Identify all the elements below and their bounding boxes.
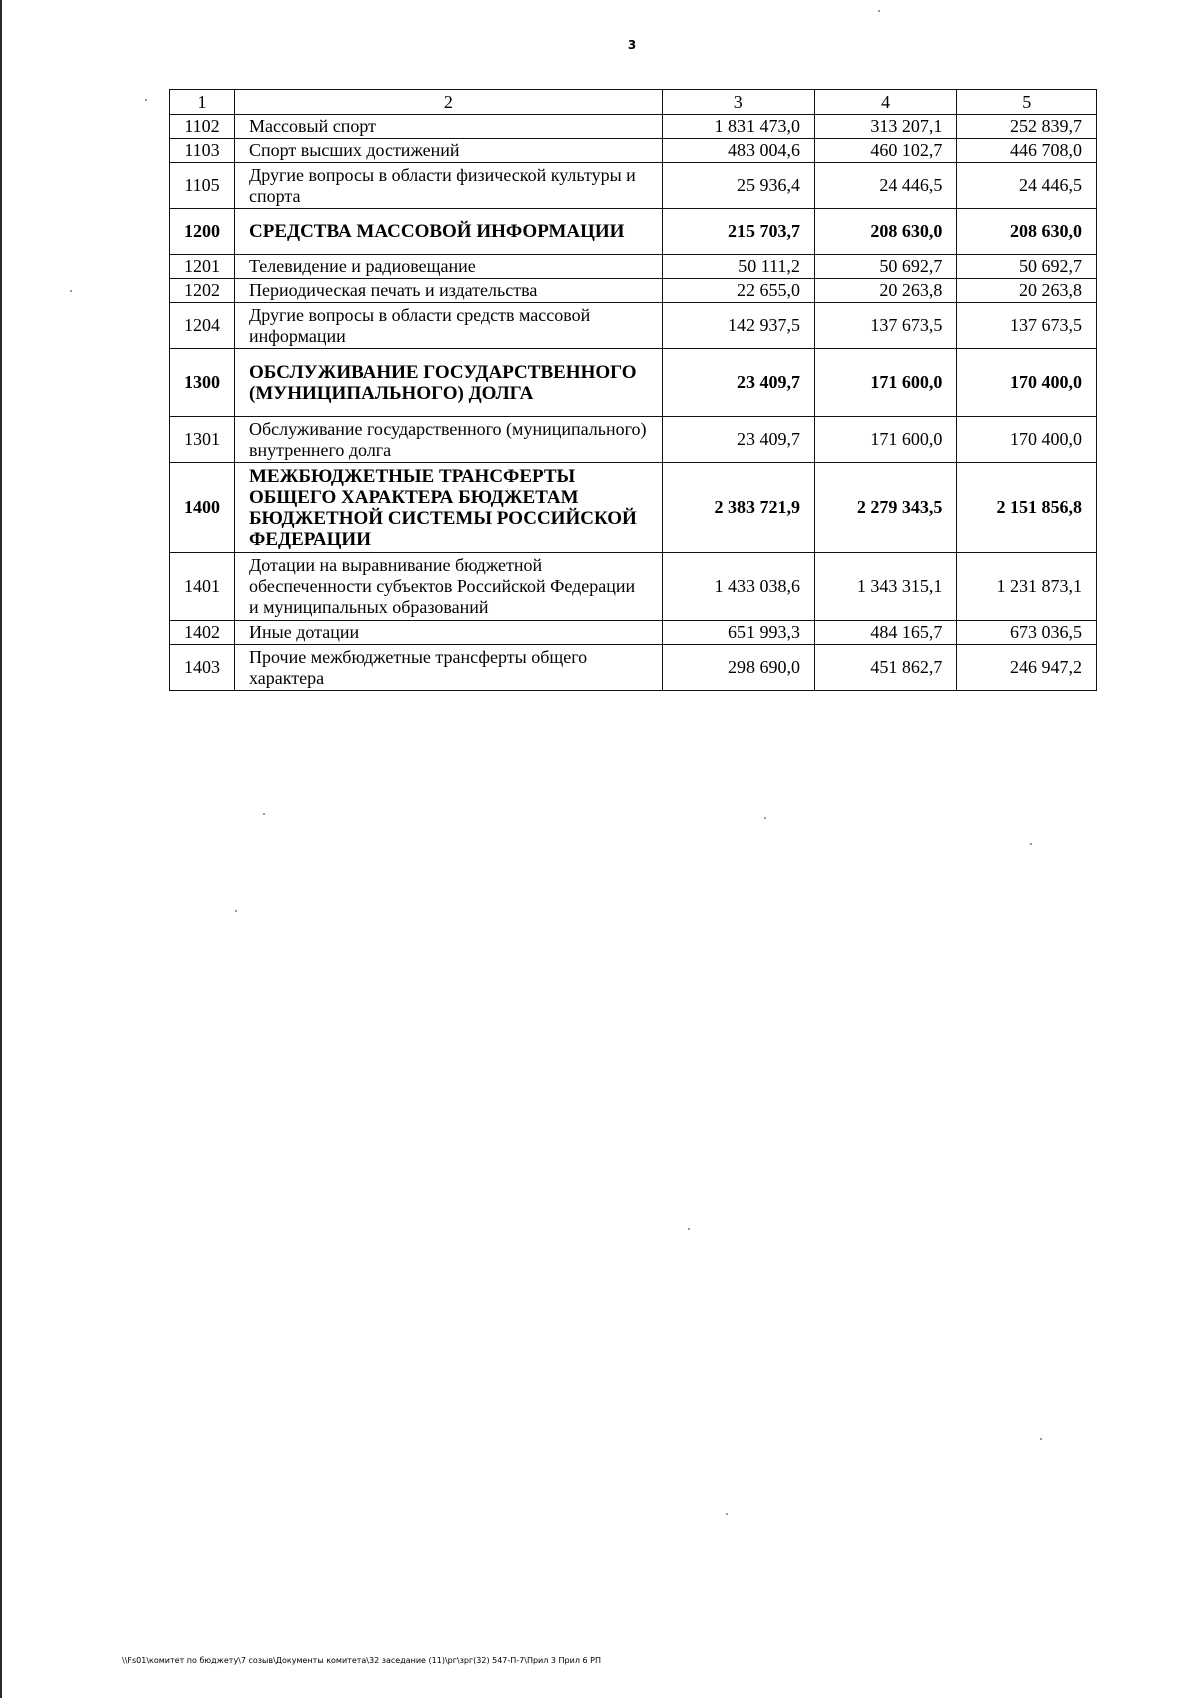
row-value-col5-cell: 24 446,5 [957,163,1097,209]
page-number: 3 [627,38,637,52]
row-value-col5-cell: 50 692,7 [957,255,1097,279]
row-value-col3-cell: 25 936,4 [662,163,814,209]
row-value-col4-cell: 313 207,1 [814,115,956,139]
row-code-cell: 1200 [170,209,235,255]
scan-speck [764,817,766,819]
row-name-cell: Другие вопросы в области средств массовой информации [235,303,663,349]
column-header: 5 [957,90,1097,115]
row-code-cell: 1202 [170,279,235,303]
table-row [170,553,1097,621]
row-name-cell: Телевидение и радиовещание [235,255,663,279]
row-value-col3-cell: 23 409,7 [662,417,814,463]
table-row [170,209,1097,255]
row-value-col4-cell: 2 279 343,5 [814,463,956,553]
column-header: 2 [235,90,663,115]
row-value-col4-cell: 20 263,8 [814,279,956,303]
table-row [170,621,1097,645]
table-row [170,645,1097,691]
row-code-cell: 1301 [170,417,235,463]
scan-speck [263,813,265,815]
row-value-col4-cell: 1 343 315,1 [814,553,956,621]
row-value-col3-cell: 651 993,3 [662,621,814,645]
row-value-col4-cell: 171 600,0 [814,349,956,417]
table-row [170,463,1097,553]
row-name-cell: Иные дотации [235,621,663,645]
table-row [170,255,1097,279]
table-row [170,139,1097,163]
table-row [170,349,1097,417]
row-code-cell: 1105 [170,163,235,209]
column-header: 1 [170,90,235,115]
scan-speck [1040,1438,1042,1440]
row-name-cell: Прочие межбюджетные трансферты общего характера [235,645,663,691]
row-value-col3-cell: 50 111,2 [662,255,814,279]
table-body [170,115,1097,691]
table-row [170,279,1097,303]
row-code-cell: 1400 [170,463,235,553]
row-name-cell: МЕЖБЮДЖЕТНЫЕ ТРАНСФЕРТЫ ОБЩЕГО ХАРАКТЕРА БЮДЖЕТАМ БЮДЖЕТНОЙ СИСТЕМЫ РОССИЙСКОЙ ФЕДЕРАЦИИ [235,463,663,553]
row-value-col5-cell: 208 630,0 [957,209,1097,255]
row-value-col3-cell: 1 831 473,0 [662,115,814,139]
row-code-cell: 1403 [170,645,235,691]
row-code-cell: 1401 [170,553,235,621]
row-name-cell: Массовый спорт [235,115,663,139]
row-value-col4-cell: 451 862,7 [814,645,956,691]
row-name-cell: Обслуживание государственного (муниципального) внутреннего долга [235,417,663,463]
row-value-col3-cell: 142 937,5 [662,303,814,349]
row-value-col3-cell: 23 409,7 [662,349,814,417]
row-value-col5-cell: 1 231 873,1 [957,553,1097,621]
row-value-col5-cell: 673 036,5 [957,621,1097,645]
row-code-cell: 1300 [170,349,235,417]
row-value-col4-cell: 24 446,5 [814,163,956,209]
row-value-col5-cell: 20 263,8 [957,279,1097,303]
row-value-col4-cell: 208 630,0 [814,209,956,255]
row-code-cell: 1103 [170,139,235,163]
row-name-cell: Дотации на выравнивание бюджетной обеспеченности субъектов Российской Федерации и муниципальных образований [235,553,663,621]
row-code-cell: 1204 [170,303,235,349]
row-value-col3-cell: 2 383 721,9 [662,463,814,553]
scan-speck [688,1228,690,1230]
row-value-col5-cell: 446 708,0 [957,139,1097,163]
table-row [170,417,1097,463]
scan-speck [878,10,880,12]
row-value-col5-cell: 246 947,2 [957,645,1097,691]
row-value-col5-cell: 2 151 856,8 [957,463,1097,553]
table-header-row [170,90,1097,115]
row-code-cell: 1201 [170,255,235,279]
row-name-cell: Спорт высших достижений [235,139,663,163]
scan-speck [235,910,237,912]
scan-speck [726,1513,728,1515]
scan-speck [1030,843,1032,845]
row-value-col4-cell: 484 165,7 [814,621,956,645]
row-name-cell: ОБСЛУЖИВАНИЕ ГОСУДАРСТВЕННОГО (МУНИЦИПАЛЬНОГО) ДОЛГА [235,349,663,417]
column-header: 3 [662,90,814,115]
row-name-cell: СРЕДСТВА МАССОВОЙ ИНФОРМАЦИИ [235,209,663,255]
scan-edge-line [0,0,2,1698]
row-value-col3-cell: 215 703,7 [662,209,814,255]
row-value-col4-cell: 460 102,7 [814,139,956,163]
row-value-col4-cell: 50 692,7 [814,255,956,279]
row-value-col5-cell: 252 839,7 [957,115,1097,139]
row-name-cell: Периодическая печать и издательства [235,279,663,303]
row-value-col5-cell: 137 673,5 [957,303,1097,349]
table-row [170,115,1097,139]
row-value-col4-cell: 171 600,0 [814,417,956,463]
table-row [170,303,1097,349]
row-value-col5-cell: 170 400,0 [957,349,1097,417]
row-code-cell: 1402 [170,621,235,645]
row-value-col3-cell: 483 004,6 [662,139,814,163]
row-value-col3-cell: 1 433 038,6 [662,553,814,621]
budget-table [169,89,1097,691]
table-row [170,163,1097,209]
scan-speck [70,290,72,292]
row-value-col3-cell: 298 690,0 [662,645,814,691]
column-header: 4 [814,90,956,115]
scan-speck [145,99,147,101]
row-name-cell: Другие вопросы в области физической культуры и спорта [235,163,663,209]
file-path-footer: \\Fs01\комитет по бюджету\7 созыв\Документы комитета\32 заседание (11)\рг\зрг(32) 547-П-7\Прил 3 Прил 6 РП [122,1656,601,1665]
row-value-col5-cell: 170 400,0 [957,417,1097,463]
row-value-col3-cell: 22 655,0 [662,279,814,303]
row-value-col4-cell: 137 673,5 [814,303,956,349]
row-code-cell: 1102 [170,115,235,139]
